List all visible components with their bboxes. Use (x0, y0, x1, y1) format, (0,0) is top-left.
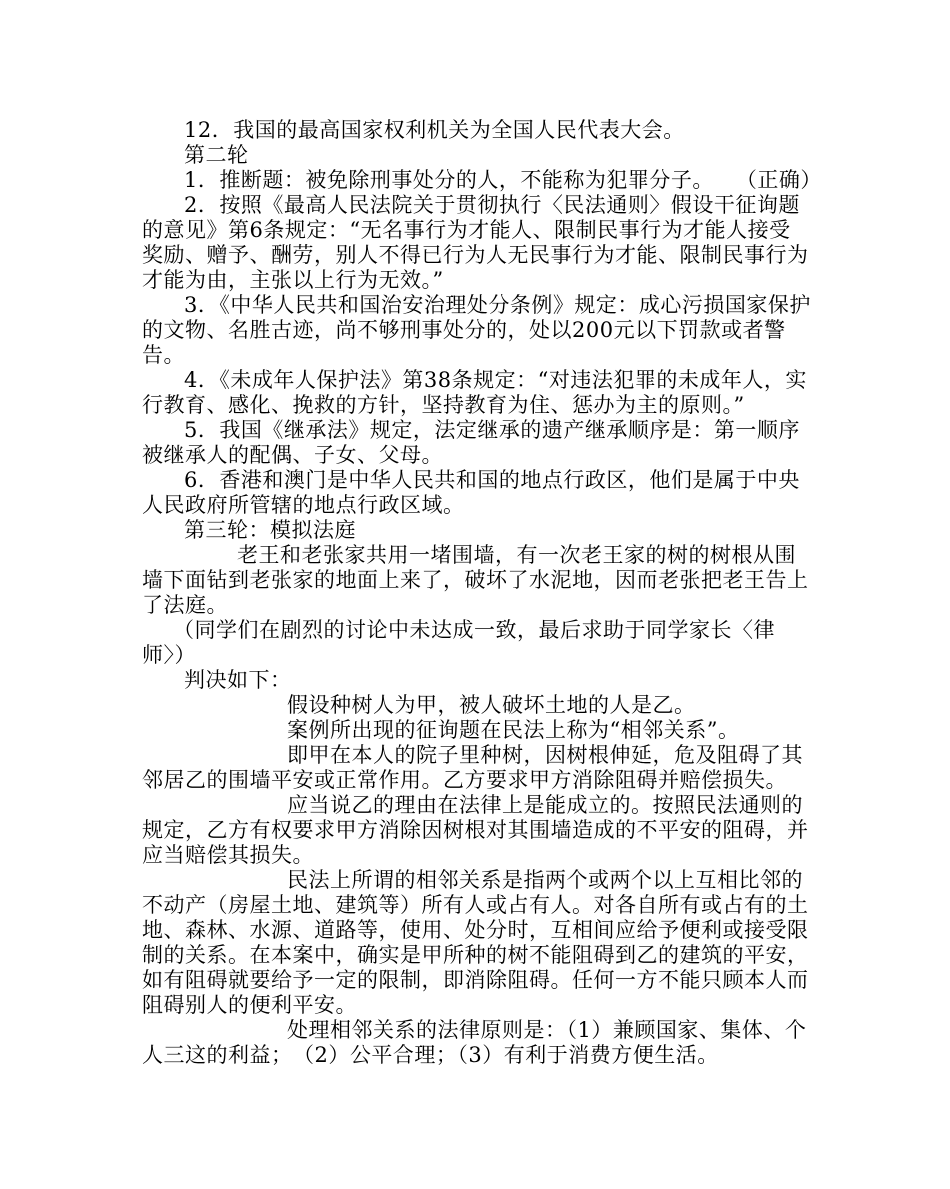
document-body (142, 118, 822, 1068)
case-description: 老王和老张家共用一堵围墙，有一次老王家的树的树根从围墙下面钻到老张家的地面上来了，破坏了水泥地，因而老张把老王告上了法庭。 (142, 543, 809, 617)
section-heading-round-two: 第二轮 (184, 143, 249, 167)
verdict-paragraph-3: 民法上所谓的相邻关系是指两个或两个以上互相比邻的不动产（房屋土地、建筑等）所有人或占有人。对各自所有或占有的土地、森林、水源、道路等，使用、处分时，互相间应给予便利或接受限制的关系。在本案中，确实是甲所种的树不能阻碍到乙的建筑的平安，如有阻碍就要给予一定的限制，即消除阻碍。任何一方不能只顾本人而阻碍别人的便利平安。 (142, 868, 809, 1017)
discussion-note: （同学们在剧烈的讨论中未达成一致，最后求助于同学家长〈律师〉） (142, 618, 775, 667)
verdict-line-2: 案例所出现的征询题在民法上称为“相邻关系”。 (287, 718, 740, 742)
paragraph-item-6: 6．香港和澳门是中华人民共和国的地点行政区，他们是属于中央人民政府所管辖的地点行政区域。 (142, 468, 800, 517)
paragraph-item-4: 4．《未成年人保护法》第38条规定：“对违法犯罪的未成年人，实行教育、感化、挽救的方针，坚持教育为住、惩办为主的原则。” (142, 368, 807, 417)
paragraph-item-2: 2．按照《最高人民法院关于贯彻执行〈民法通则〉假设干征询题的意见》第6条规定：“无名事行为才能人、限制民事行为才能人接受奖励、赠予、酬劳，别人不得已行为人无民事行为才能、限制民事行为才能为由，主张以上行为无效。” (142, 193, 809, 292)
paragraph-item-5: 5．我国《继承法》规定，法定继承的遗产继承顺序是：第一顺序被继承人的配偶、子女、父母。 (142, 418, 800, 467)
paragraph-item-12: 12．我国的最高国家权利机关为全国人民代表大会。 (184, 118, 685, 142)
paragraph-item-1: 1．推断题：被免除刑事处分的人，不能称为犯罪分子。 （正确） (184, 168, 822, 192)
verdict-paragraph-4: 处理相邻关系的法律原则是：（1）兼顾国家、集体、个人三这的利益； （2）公平合理；（3）有利于消费方便生活。 (142, 1018, 807, 1067)
verdict-line-1: 假设种树人为甲，被人破坏土地的人是乙。 (287, 693, 696, 717)
verdict-paragraph-2: 应当说乙的理由在法律上是能成立的。按照民法通则的规定，乙方有权要求甲方消除因树根对其围墙造成的不平安的阻碍，并应当赔偿其损失。 (142, 793, 809, 867)
paragraph-item-3: 3．《中华人民共和国治安治理处分条例》规定：成心污损国家保护的文物、名胜古迹，尚不够刑事处分的，处以200元以下罚款或者警告。 (142, 293, 811, 367)
section-heading-round-three: 第三轮：模拟法庭 (184, 518, 356, 542)
verdict-paragraph-1: 即甲在本人的院子里种树，因树根伸延，危及阻碍了其邻居乙的围墙平安或正常作用。乙方要求甲方消除阻碍并赔偿损失。 (142, 743, 803, 792)
verdict-heading: 判决如下： (184, 668, 292, 692)
